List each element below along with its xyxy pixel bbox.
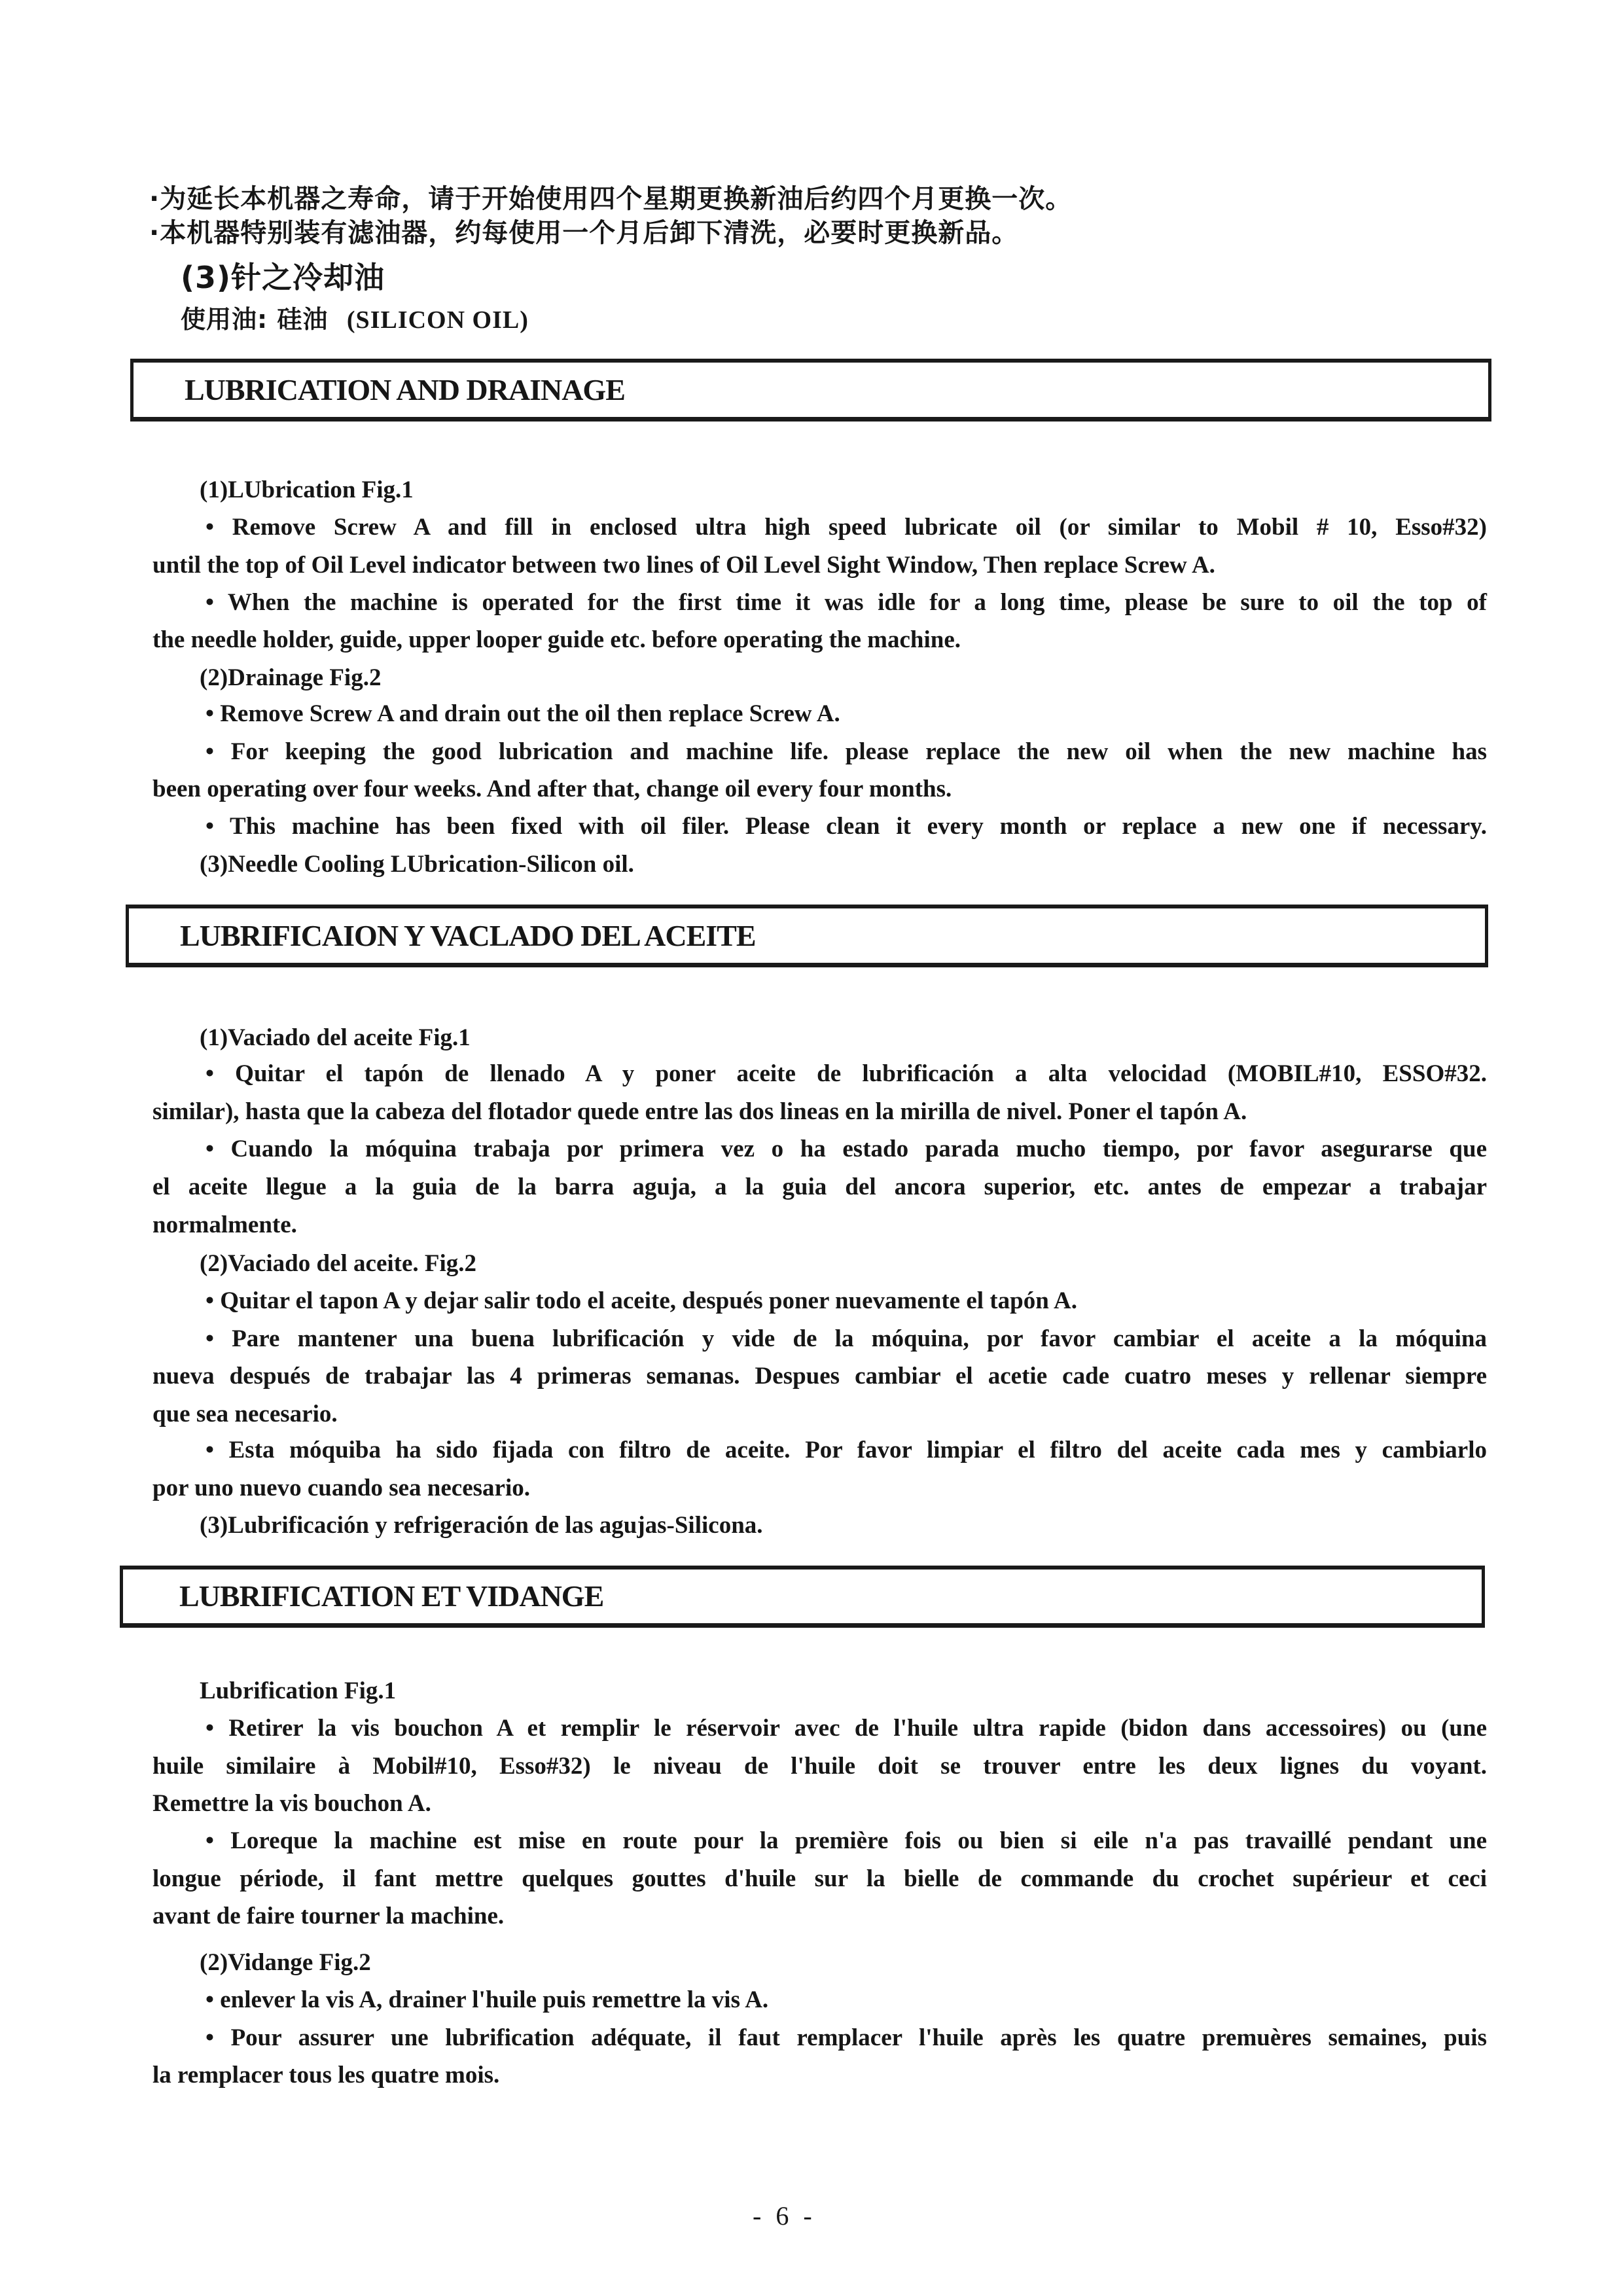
continuation-line: nueva después de trabajar las 4 primeras semanas. Despues cambiar el acetie cade cuatro meses y rellenar siempre	[152, 1363, 1487, 1390]
bullet-line: • For keeping the good lubrication and machine life. please replace the new oil when the new machine has	[205, 738, 1487, 765]
bullet-line: • Esta móquiba ha sido fijada con filtro de aceite. Por favor limpiar el filtro del aceite cada mes y cambiarlo	[205, 1437, 1487, 1463]
cn-oil-name: (SILICON OIL)	[346, 306, 529, 334]
bullet-line: • Quitar el tapón de llenado A y poner aceite de lubrificación a alta velocidad (MOBIL#10, ESSO#32.	[205, 1060, 1487, 1087]
subsection-heading: Lubrification Fig.1	[200, 1677, 397, 1704]
cn-heading: (3)针之冷却油	[181, 260, 385, 295]
subsection-heading: (3)Needle Cooling LUbrication-Silicon oil.	[200, 851, 634, 878]
cn-oil-line	[181, 304, 529, 336]
section-title-english: LUBRICATION AND DRAINAGE	[185, 372, 625, 406]
continuation-line: the needle holder, guide, upper looper guide etc. before operating the machine.	[152, 626, 961, 653]
subsection-heading: (2)Drainage Fig.2	[200, 664, 382, 691]
subsection-heading: (2)Vidange Fig.2	[200, 1949, 371, 1976]
bullet-line: • Cuando la móquina trabaja por primera vez o ha estado parada mucho tiempo, por favor asegurarse que	[205, 1136, 1487, 1162]
continuation-line: similar), hasta que la cabeza del flotador quede entre las dos lineas en la mirilla de nivel. Poner el tapón A.	[152, 1098, 1247, 1125]
bullet-line: • Remove Screw A and drain out the oil then replace Screw A.	[205, 700, 840, 727]
section-title-french: LUBRIFICATION ET VIDANGE	[179, 1579, 604, 1613]
cn-bullet-1: ·为延长本机器之寿命，请于开始使用四个星期更换新油后约四个月更换一次。	[149, 184, 1073, 214]
subsection-heading: (1)LUbrication Fig.1	[200, 476, 414, 503]
bullet-line: • enlever la vis A, drainer l'huile puis remettre la vis A.	[205, 1986, 769, 2013]
continuation-line: huile similaire à Mobil#10, Esso#32) le niveau de l'huile doit se trouver entre les deux lignes du voyant.	[152, 1753, 1487, 1780]
continuation-line: por uno nuevo cuando sea necesario.	[152, 1475, 530, 1501]
bullet-line: • Pare mantener una buena lubrificación y vide de la móquina, por favor cambiar el aceite a la móquina	[205, 1325, 1487, 1352]
cn-oil-label: 使用油: 硅油	[181, 305, 329, 334]
bullet-line: • Quitar el tapon A y dejar salir todo el aceite, después poner nuevamente el tapón A.	[205, 1287, 1077, 1314]
continuation-line: been operating over four weeks. And after that, change oil every four months.	[152, 776, 952, 802]
section-box-french	[120, 1566, 1485, 1628]
subsection-heading: (3)Lubrificación y refrigeración de las agujas-Silicona.	[200, 1512, 763, 1539]
cn-bullet-2: ·本机器特别装有滤油器，约每使用一个月后卸下清洗，必要时更换新品。	[149, 218, 1019, 248]
page-number: - 6 -	[753, 2201, 816, 2231]
section-box-spanish	[126, 905, 1488, 967]
subsection-heading: (1)Vaciado del aceite Fig.1	[200, 1024, 471, 1051]
continuation-line: Remettre la vis bouchon A.	[152, 1790, 431, 1817]
bullet-line: • Retirer la vis bouchon A et remplir le réservoir avec de l'huile ultra rapide (bidon dans accessoires) ou (une	[205, 1715, 1487, 1742]
bullet-line: • Pour assurer une lubrification adéquate, il faut remplacer l'huile après les quatre premuères semaines, puis	[205, 2024, 1487, 2051]
continuation-line: longue période, il fant mettre quelques gouttes d'huile sur la bielle de commande du crochet supérieur et ceci	[152, 1865, 1487, 1892]
section-title-spanish: LUBRIFICAION Y VACLADO DEL ACEITE	[180, 918, 756, 952]
bullet-line: • When the machine is operated for the first time it was idle for a long time, please be sure to oil the top of	[205, 589, 1487, 616]
bullet-line: • Remove Screw A and fill in enclosed ultra high speed lubricate oil (or similar to Mobil # 10, Esso#32)	[205, 514, 1487, 541]
continuation-line: normalmente.	[152, 1211, 297, 1238]
continuation-line: until the top of Oil Level indicator between two lines of Oil Level Sight Window, Then replace Screw A.	[152, 552, 1215, 579]
continuation-line: avant de faire tourner la machine.	[152, 1903, 505, 1929]
section-box-english	[130, 359, 1491, 422]
bullet-line: • This machine has been fixed with oil filer. Please clean it every month or replace a new one if necessary.	[205, 813, 1487, 840]
continuation-line: que sea necesario.	[152, 1401, 338, 1427]
bullet-line: • Loreque la machine est mise en route pour la première fois ou bien si eile n'a pas travaillé pendant une	[205, 1827, 1487, 1854]
continuation-line: el aceite llegue a la guia de la barra aguja, a la guia del ancora superior, etc. antes de empezar a trabajar	[152, 1174, 1487, 1200]
continuation-line: la remplacer tous les quatre mois.	[152, 2062, 500, 2089]
subsection-heading: (2)Vaciado del aceite. Fig.2	[200, 1250, 477, 1277]
